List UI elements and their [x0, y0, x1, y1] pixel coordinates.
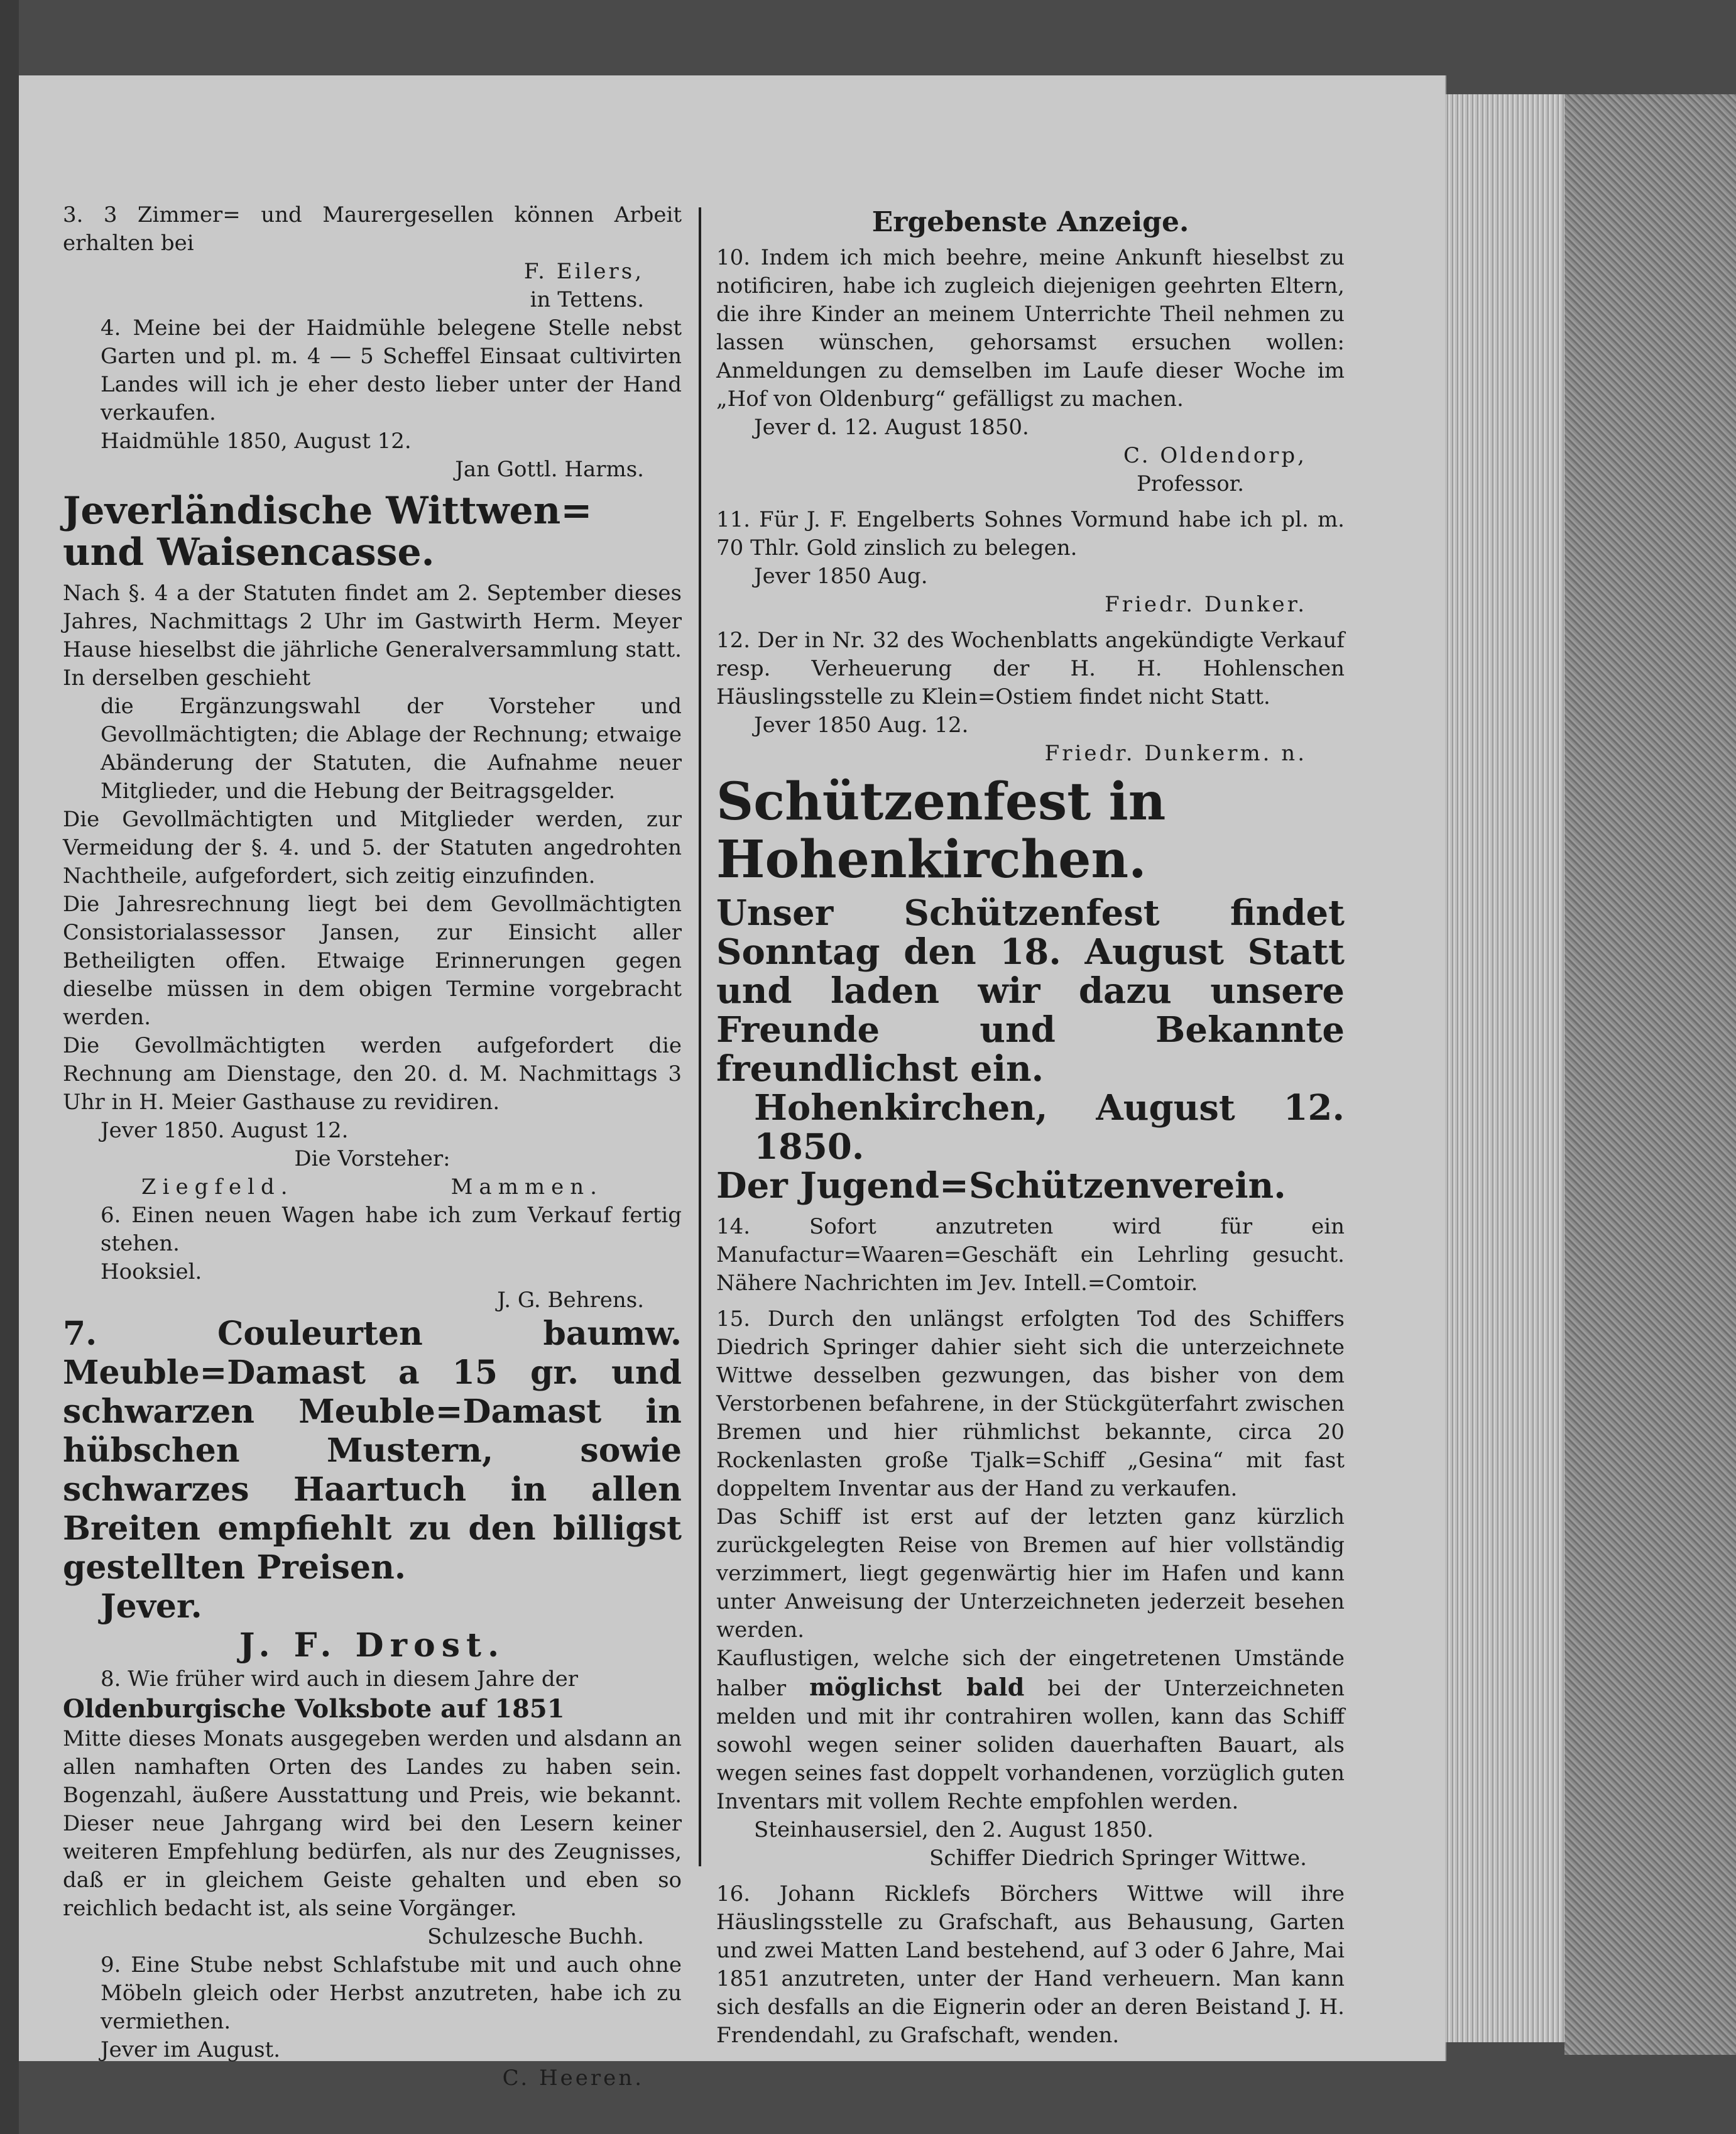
book-cover [1564, 94, 1736, 2055]
column-divider [699, 207, 701, 1866]
ad-13-text: Unser Schützenfest findet Sonntag den 18. August Statt und laden wir dazu unsere Freunde und Bekannte freundlichst ein. [716, 892, 1345, 1090]
ad-6-place: Hooksiel. [101, 1259, 202, 1284]
ad-4-text: 4. Meine bei der Haidmühle belegene Stelle nebst Garten und pl. m. 4 — 5 Scheffel Einsaat cultivirten Landes will ich je eher desto lieber unter der Hand verkaufen. [101, 315, 682, 425]
ad-8-signature: Schulzesche Buchh. [427, 1924, 644, 1949]
ad-8-text: Mitte dieses Monats ausgegeben werden und alsdann an allen namhaften Orten des Landes zu haben sein. Bogenzahl, äußere Ausstattung und Preis, wie bekannt. Dieser neue Jahrgang wird bei den Lesern keiner weiteren Empfehlung bedürfen, als nur des Zeugnisses, daß er in gleichem Geiste gehalten und eben so reichlich bedacht ist, als seine Vorgänger. [63, 1726, 682, 1921]
ad-15-emphasis: möglichst bald [809, 1673, 1025, 1701]
ad-15-date: Steinhausersiel, den 2. August 1850. [754, 1817, 1154, 1842]
scan-background [0, 0, 19, 2134]
ad-13-signature: Der Jugend=Schützenverein. [716, 1165, 1286, 1207]
right-column [716, 201, 1345, 2050]
ad-14-text: 14. Sofort anzutreten wird für ein Manufactur=Waaren=Geschäft ein Lehrling gesucht. Nähere Nachrichten im Jev. Intell.=Comtoir. [716, 1214, 1345, 1296]
ad-10-text: 10. Indem ich mich beehre, meine Ankunft hieselbst zu notificiren, habe ich zugleich diejenigen geehrten Eltern, die ihre Kinder an meinem Unterrichte Theil nehmen zu lassen wünschen, gehorsamst ersuchen wollen: Anmeldungen zu demselben im Laufe dieser Woche im „Hof von Oldenburg“ gefälligst zu machen. [716, 245, 1345, 412]
ad-6-signature: J. G. Behrens. [497, 1288, 644, 1313]
ad-15-paragraph-1: 15. Durch den unlängst erfolgten Tod des Schiffers Diedrich Springer dahier sieht sich die unterzeichnete Wittwe desselben gezwungen, das bisher von dem Verstorbenen befahrene, in der Stückgüterfahrt zwischen Bremen und hier rühmlichst bekannte, circa 20 Rockenlasten große Tjalk=Schiff „Gesina“ mit fast doppeltem Inventar aus der Hand zu verkaufen. [716, 1306, 1345, 1501]
ad-5-heading: Jeverländische Wittwen= und Waisencasse. [63, 489, 592, 574]
ad-7-signature: J. F. Drost. [239, 1626, 506, 1665]
ad-5-paragraph-1: Nach §. 4 a der Statuten findet am 2. September dieses Jahres, Nachmittags 2 Uhr im Gastwirth Herm. Meyer Hause hieselbst die jährliche Generalversammlung statt. In derselben geschieht [63, 581, 682, 691]
ad-5-name-mammen: Mammen. [450, 1174, 603, 1200]
ad-9-text: 9. Eine Stube nebst Schlafstube mit und auch ohne Möbeln gleich oder Herbst anzutreten, habe ich zu vermiethen. [101, 1952, 682, 2034]
ad-11-text: 11. Für J. F. Engelberts Sohnes Vormund habe ich pl. m. 70 Thlr. Gold zinslich zu belegen. [716, 507, 1345, 561]
ad-5-paragraph-3: Die Gevollmächtigten und Mitglieder werden, zur Vermeidung der §. 4. und 5. der Statuten angedrohten Nachtheile, aufgefordert, sich zeitig einzufinden. [63, 807, 682, 889]
ad-5-signatures [63, 1173, 682, 1201]
ad-7-place: Jever. [101, 1587, 202, 1626]
ad-5-date: Jever 1850. August 12. [101, 1118, 349, 1143]
ad-5-paragraph-5: Die Gevollmächtigten werden aufgefordert die Rechnung am Dienstage, den 20. d. M. Nachmittags 3 Uhr in H. Meier Gasthause zu revidiren. [63, 1033, 682, 1115]
ad-10-signature: C. Oldendorp, [1123, 443, 1307, 468]
ad-7-text: 7. Couleurten baumw. Meuble=Damast a 15 gr. und schwarzen Meuble=Damast in hübschen Mustern, sowie schwarzes Haartuch in allen Breiten empfiehlt zu den billigst gestellten Preisen. [63, 1315, 682, 1587]
ad-15-paragraph-2: Das Schiff ist erst auf der letzten ganz kürzlich zurückgelegten Reise von Bremen auf hier vollständig verzimmert, liegt gegenwärtig hier im Hafen und kann unter Anweisung der Unterzeichneten jederzeit besehen werden. [716, 1504, 1345, 1643]
ad-12-date: Jever 1850 Aug. 12. [754, 713, 969, 738]
ad-3-signature: F. Eilers, [523, 259, 644, 284]
ad-10-heading: Ergebenste Anzeige. [871, 206, 1189, 238]
ad-12-signature: Friedr. Dunkerm. n. [1044, 741, 1307, 766]
ad-5-paragraph-2: die Ergänzungswahl der Vorsteher und Gevollmächtigten; die Ablage der Rechnung; etwaige Abänderung der Statuten, die Aufnahme neuer Mitglieder, und die Hebung der Beitragsgelder. [101, 694, 682, 804]
ad-13-heading: Schützenfest in Hohenkirchen. [716, 772, 1166, 890]
ad-15-text-b: bei der Unterzeichneten melden und mit ihr contrahiren wollen, kann das Schiff sowohl wegen seiner soliden dauerhaften Bauart, als wegen seines fast doppelt vorhandenen, vorzüglich guten Inventars mit vollem Rechte empfohlen werden. [716, 1676, 1345, 1814]
ad-16-text: 16. Johann Ricklefs Börchers Wittwe will ihre Häuslingsstelle zu Grafschaft, aus Behausung, Garten und zwei Matten Land bestehend, auf 3 oder 6 Jahre, Mai 1851 anzutreten, unter der Hand verheuern. Man kann sich desfalls an die Eignerin oder an deren Beistand J. H. Frendendahl, zu Grafschaft, wenden. [716, 1881, 1345, 2048]
ad-5-board-label: Die Vorsteher: [294, 1146, 450, 1171]
ad-8-title: Oldenburgische Volksbote auf 1851 [63, 1694, 565, 1724]
ad-3-text: 3. 3 Zimmer= und Maurergesellen können Arbeit erhalten bei [63, 202, 682, 256]
ad-13-date: Hohenkirchen, August 12. 1850. [754, 1087, 1345, 1168]
ad-5-name-ziegfeld: Ziegfeld. [141, 1174, 294, 1200]
page-edge-stack [1445, 94, 1564, 2042]
ad-15-paragraph-3 [716, 1644, 1345, 1816]
ad-15-signature: Schiffer Diedrich Springer Wittwe. [929, 1846, 1307, 1871]
ad-8-intro: 8. Wie früher wird auch in diesem Jahre der [101, 1666, 579, 1692]
ad-15-text-a: Kauflustigen, welche sich der eingetretenen Umstände halber [716, 1646, 1345, 1701]
ad-9-date: Jever im August. [101, 2037, 281, 2062]
ad-10-title: Professor. [1137, 471, 1244, 496]
left-column [63, 201, 682, 2093]
ad-5-paragraph-4: Die Jahresrechnung liegt bei dem Gevollmächtigten Consistorialassessor Jansen, zur Einsicht aller Betheiligten offen. Etwaige Erinnerungen gegen dieselbe müssen in dem obigen Termine vorgebracht werden. [63, 892, 682, 1030]
ad-6-text: 6. Einen neuen Wagen habe ich zum Verkauf fertig stehen. [101, 1203, 682, 1256]
ad-9-signature: C. Heeren. [502, 2066, 644, 2091]
ad-4-signature: Jan Gottl. Harms. [455, 457, 644, 482]
ad-4-date: Haidmühle 1850, August 12. [101, 429, 412, 454]
ad-11-date: Jever 1850 Aug. [754, 564, 928, 589]
ad-12-text: 12. Der in Nr. 32 des Wochenblatts angekündigte Verkauf resp. Verheuerung der H. H. Hohlenschen Häuslingsstelle zu Klein=Ostiem findet nicht Statt. [716, 628, 1345, 709]
ad-3-place: in Tettens. [530, 287, 644, 312]
ad-11-signature: Friedr. Dunker. [1105, 592, 1307, 617]
ad-10-date: Jever d. 12. August 1850. [754, 415, 1029, 440]
